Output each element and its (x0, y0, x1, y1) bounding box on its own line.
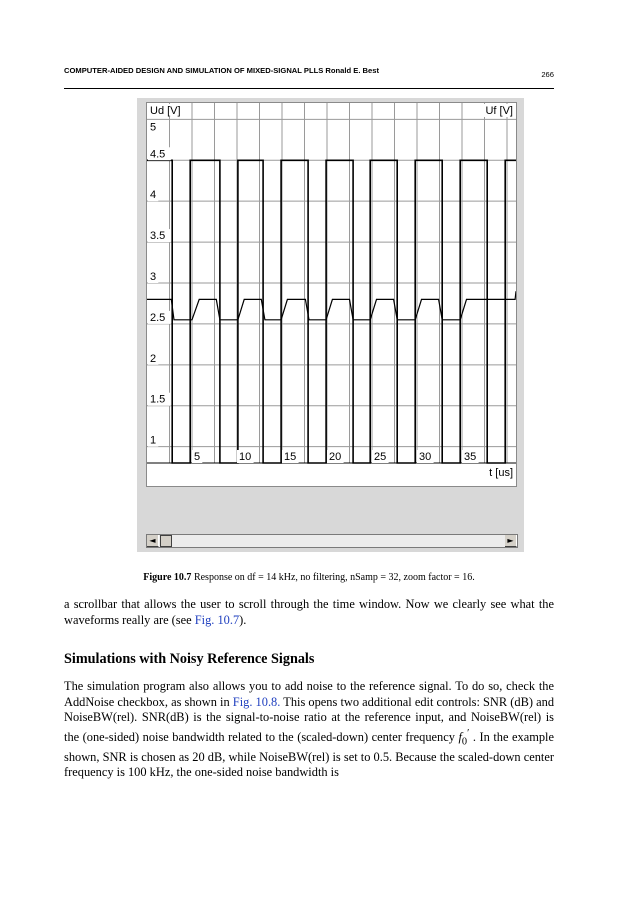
f0-subscript: 0 (461, 736, 468, 748)
f0-symbol: f (458, 729, 462, 744)
y-tick-label: 3 (150, 271, 157, 283)
figure-caption (64, 572, 554, 583)
para2-text-2: This opens two additional edit controls: SNR (dB) and NoiseBW(rel). SNR(dB) is the signal-to-noise ratio at the reference input, and NoiseBW(rel) is the (one-sided) noise bandwidth related to the (scaled-down) center frequency (64, 694, 555, 744)
header-title: COMPUTER-AIDED DESIGN AND SIMULATION OF MIXED-SIGNAL PLLS Ronald E. Best (64, 66, 380, 75)
y-tick-label: 4.5 (150, 148, 166, 161)
scroll-left-button[interactable]: ◄ (147, 535, 159, 547)
para2-text-1: The simulation program also allows you to add noise to the reference signal. To do so, check the AddNoise checkbox, as shown in (64, 679, 554, 709)
y-tick-label: 1.5 (150, 393, 166, 406)
caption-label: Figure 10.7 (143, 572, 192, 583)
x-tick-label: 5 (194, 451, 201, 463)
paragraph-noise (64, 679, 554, 781)
para1-end: ). (239, 612, 247, 627)
y-tick-label: 4 (150, 189, 157, 202)
para2-text-3: . In the example shown, SNR is chosen as 20 dB, while NoiseBW(rel) is set to 0.5. Because the scaled-down center frequency is 100 kHz, the one-sided noise bandwidth is (64, 729, 554, 780)
x-tick-label: 35 (464, 451, 477, 463)
f0-prime: ′ (467, 727, 470, 739)
para1-text: a scrollbar that allows the user to scroll through the time window. Now we clearly see what the waveforms really are (see (64, 597, 554, 627)
x-tick-label: 15 (284, 451, 297, 463)
left-axis-label: Ud [V] (150, 105, 181, 117)
y-tick-label: 1 (150, 434, 157, 447)
series-ud-line (147, 160, 516, 463)
y-tick-label: 3.5 (150, 230, 166, 243)
running-header (64, 66, 554, 79)
y-tick-label: 2.5 (150, 311, 166, 324)
caption-text: Response on df = 14 kHz, no filtering, nSamp = 32, zoom factor = 16. (191, 572, 475, 583)
waveform-chart (147, 103, 516, 486)
page-number: 266 (541, 70, 554, 79)
scroll-thumb[interactable] (160, 535, 172, 547)
fig-10-7-link[interactable]: Fig. 10.7 (194, 612, 240, 627)
x-tick-label: 20 (329, 451, 342, 463)
y-tick-label: 2 (150, 352, 157, 365)
figure-10-7 (137, 98, 524, 552)
x-tick-label: 30 (419, 451, 432, 463)
right-axis-label: Uf [V] (485, 105, 513, 117)
plot-area (146, 102, 517, 487)
scroll-right-button[interactable]: ► (505, 535, 517, 547)
paragraph-scrollbar (64, 597, 554, 628)
y-tick-label: 5 (150, 121, 157, 134)
x-tick-label: 10 (239, 451, 252, 463)
time-scrollbar[interactable] (146, 534, 518, 548)
header-rule (64, 88, 554, 89)
x-axis-label: t [us] (489, 467, 513, 479)
fig-10-8-link[interactable]: Fig. 10.8. (232, 694, 281, 709)
section-heading: Simulations with Noisy Reference Signals (64, 651, 315, 667)
x-tick-label: 25 (374, 451, 387, 463)
